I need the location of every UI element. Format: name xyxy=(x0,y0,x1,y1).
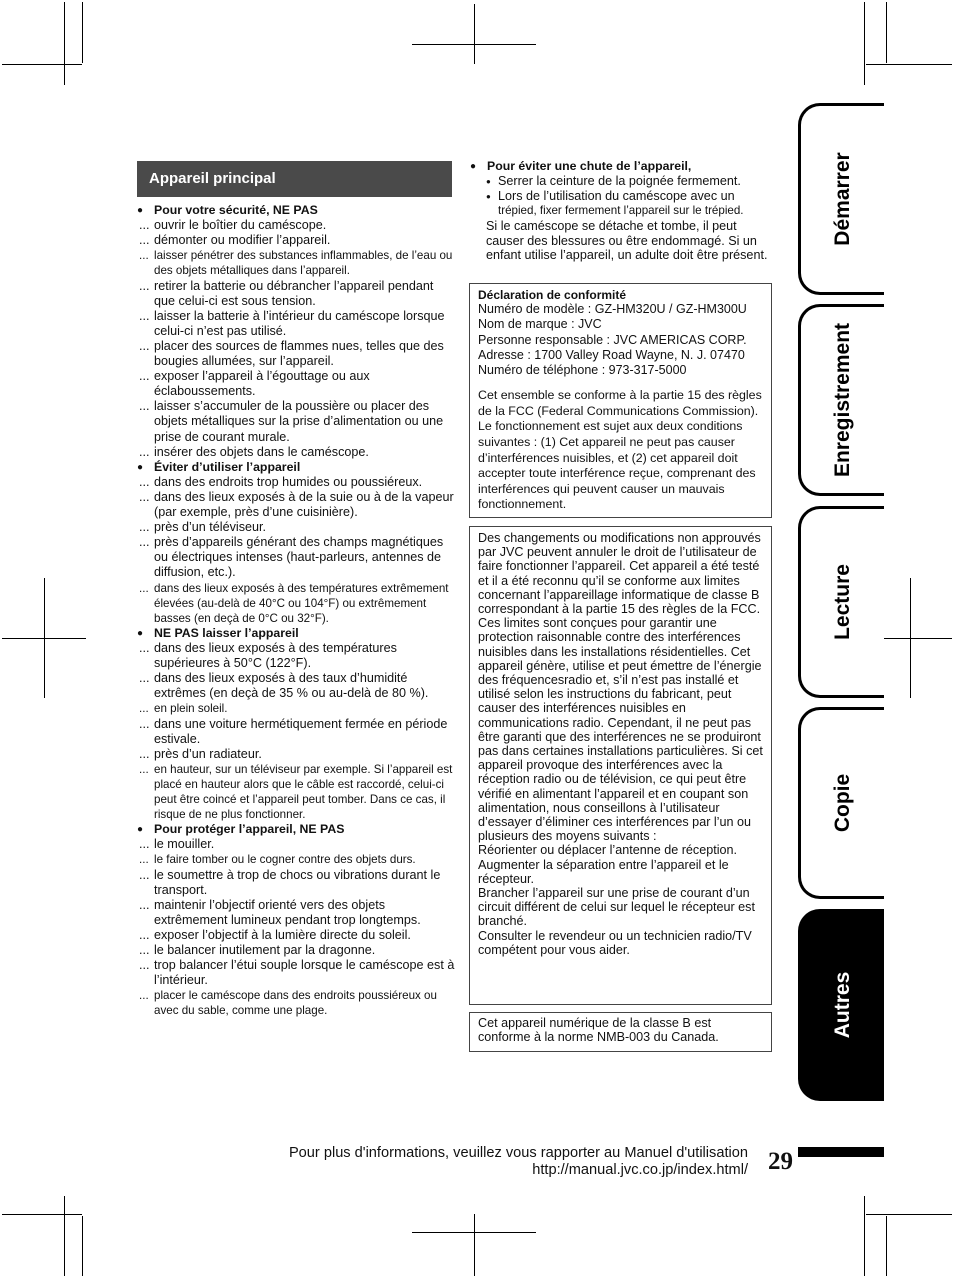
chapter-tab[interactable] xyxy=(798,103,884,295)
precaution-item: ... en hauteur, sur un téléviseur par exemple. Si l’appareil est placé en hauteur alors que le câble est raccordé, celui-ci peut être coincé et l’appareil peut tomber. Dans ce cas, il risque de ne plus fonctionner. xyxy=(137,762,455,822)
precaution-group xyxy=(137,203,455,460)
fcc-paragraph: Des changements ou modifications non approuvés par JVC peuvent annuler le droit de l’utilisateur de faire fonctionner l’appareil. Cet appareil a été testé et il a été reconnu qu’il se conforme aux limites concernant l’appareillage informatique de classe B correspondant à la partie 15 des règles de la FCC. Ces limites sont conçues pour garantir une protection raisonnable contre des interférences nuisibles dans les installations résidentielles. Cet appareil génère, utilise et peut émettre de l’énergie des fréquencesradio et, s’il n’est pas installé et utilisé selon les instructions du fabricant, peut causer des interférences nuisibles en communications radio. Cependant, il ne peut pas être garanti que des interférences ne se produiront pas dans certaines installations particulières. Si cet appareil provoque des interférences avec la réception radio ou de télévision, ce qui peut être vérifié en alimentant l’appareil et en coupant son alimentation, nous conseillons à l’utilisateur d’essayer d’éliminer ces interférences par l’un ou plusieurs des moyens suivants : xyxy=(478,531,763,844)
precaution-item: ... le soumettre à trop de chocs ou vibrations durant le transport. xyxy=(137,868,455,898)
chapter-tab[interactable] xyxy=(798,506,884,698)
precaution-item: ... placer des sources de flammes nues, telles que des bougies allumées, sur l’appareil. xyxy=(137,339,455,369)
precaution-group-title: ● Pour votre sécurité, NE PAS xyxy=(137,203,455,218)
precaution-item: ... dans des lieux exposés à des taux d’humidité extrêmes (en deçà de 35 % ou au-delà de 80 %). xyxy=(137,671,455,701)
fall-item: ● Lors de l’utilisation du caméscope avec un xyxy=(470,189,774,204)
canada-notice-box xyxy=(469,1012,772,1052)
fall-text: Si le caméscope se détache et tombe, il peut causer des blessures ou être endommagé. Si un enfant utilise l’appareil, un adulte doit être présent. xyxy=(486,218,768,263)
chapter-tab-label: Démarrer xyxy=(830,152,854,246)
precaution-item: ... en plein soleil. xyxy=(137,701,455,716)
precaution-item: ... laisser s’accumuler de la poussière ou placer des objets métalliques sur la prise d’alimentation ou une prise de courant murale. xyxy=(137,399,455,444)
precaution-group-title: ● NE PAS laisser l’appareil xyxy=(137,626,455,641)
precaution-item: ... démonter ou modifier l’appareil. xyxy=(137,233,455,248)
fcc-paragraph: Brancher l’appareil sur une prise de courant d’un circuit différent de celui sur lequel le récepteur est branché. xyxy=(478,886,755,929)
precaution-item: ... le balancer inutilement par la dragonne. xyxy=(137,943,455,958)
right-column xyxy=(470,159,774,263)
precaution-item: ... retirer la batterie ou débrancher l’appareil pendant que celui-ci est sous tension. xyxy=(137,279,455,309)
precaution-item: ... dans des lieux exposés à de la suie ou à de la vapeur (par exemple, près d’une cuisinière). xyxy=(137,490,455,520)
precaution-item: ... laisser pénétrer des substances inflammables, de l’eau ou des objets métalliques dans l’appareil. xyxy=(137,248,455,278)
precaution-group xyxy=(137,626,455,822)
fcc-paragraph: Consulter le revendeur ou un technicien radio/TV compétent pour vous aider. xyxy=(478,928,752,957)
declaration-line: Personne responsable : JVC AMERICAS CORP. xyxy=(478,332,747,347)
left-column xyxy=(137,203,455,1019)
declaration-line: Numéro de modèle : GZ-HM320U / GZ-HM300U xyxy=(478,302,747,317)
precaution-item: ... trop balancer l’étui souple lorsque le caméscope est à l’intérieur. xyxy=(137,958,455,988)
precaution-item: ... exposer l’objectif à la lumière directe du soleil. xyxy=(137,928,455,943)
precaution-item: ... près d’un téléviseur. xyxy=(137,520,455,535)
precaution-item: ... le faire tomber ou le cogner contre des objets durs. xyxy=(137,852,455,867)
fall-title: ● Pour éviter une chute de l’appareil, xyxy=(470,159,774,174)
chapter-tab-label: Lecture xyxy=(830,564,854,640)
page-number: 29 xyxy=(768,1148,793,1175)
footer-url[interactable]: http://manual.jvc.co.jp/index.html/ xyxy=(532,1162,748,1178)
precaution-item: ... exposer l’appareil à l’égouttage ou aux éclaboussements. xyxy=(137,369,455,399)
declaration-line: Adresse : 1700 Valley Road Wayne, N. J. 07470 xyxy=(478,347,745,362)
chapter-tab-label: Autres xyxy=(830,971,854,1039)
chapter-tab[interactable] xyxy=(798,707,884,899)
precaution-item: ... dans des lieux exposés à des températures supérieures à 50°C (122°F). xyxy=(137,641,455,671)
declaration-line: Numéro de téléphone : 973-317-5000 xyxy=(478,363,687,378)
precaution-group xyxy=(137,822,455,1018)
chapter-tab-label: Copie xyxy=(830,773,854,833)
fall-items xyxy=(470,174,774,219)
page-bar xyxy=(798,1147,884,1157)
canada-text: Cet appareil numérique de la classe B est conforme à la norme NMB-003 du Canada. xyxy=(478,1016,719,1045)
precaution-item: ... ouvrir le boîtier du caméscope. xyxy=(137,218,455,233)
precaution-item: ... maintenir l’objectif orienté vers des objets extrêmement lumineux pendant trop longtemps. xyxy=(137,898,455,928)
precaution-item: ... placer le caméscope dans des endroits poussiéreux ou avec du sable, comme une plage. xyxy=(137,988,455,1018)
precaution-item: ... dans une voiture hermétiquement fermée en période estivale. xyxy=(137,717,455,747)
precaution-item: ... près d’appareils générant des champs magnétiques ou électriques intenses (haut-parleurs, antennes de diffusion, etc.). xyxy=(137,535,455,580)
declaration-text: Cet ensemble se conforme à la partie 15 des règles de la FCC (Federal Communications Commission). Le fonctionnement est sujet aux deux conditions suivantes : (1) Cet appareil ne peut pas causer d’interférences nuisibles, et (2) cet appareil doit accepter toute interférence reçue, comprenant des interférences qui peuvent causer un mauvais fonctionnement. xyxy=(478,388,762,512)
fcc-paragraph: Réorienter ou déplacer l’antenne de réception. xyxy=(478,843,738,858)
fall-item: trépied, fixer fermement l’appareil sur le trépied. xyxy=(498,204,744,218)
precaution-group xyxy=(137,460,455,626)
precaution-group-title: ● Pour protéger l’appareil, NE PAS xyxy=(137,822,455,837)
declaration-lines xyxy=(478,302,763,378)
precaution-item: ... dans des lieux exposés à des températures extrêmement élevées (au-delà de 40°C ou 104°F) ou extrêmement basses (en deçà de 0°C ou 32°F). xyxy=(137,581,455,626)
fcc-notice-box xyxy=(469,526,772,1005)
fall-item: ● Serrer la ceinture de la poignée fermement. xyxy=(470,174,774,189)
precaution-item: ... le mouiller. xyxy=(137,837,455,852)
chapter-tab-label: Enregistrement xyxy=(830,322,854,478)
precaution-item: ... insérer des objets dans le caméscope. xyxy=(137,445,455,460)
declaration-title: Déclaration de conformité xyxy=(478,288,627,302)
declaration-box xyxy=(469,283,772,518)
chapter-tab[interactable] xyxy=(798,909,884,1101)
footer-info: Pour plus d'informations, veuillez vous rapporter au Manuel d'utilisation xyxy=(288,1145,748,1161)
precaution-item: ... près d’un radiateur. xyxy=(137,747,455,762)
section-header: Appareil principal xyxy=(137,161,452,197)
chapter-tab[interactable] xyxy=(798,304,884,496)
precaution-item: ... dans des endroits trop humides ou poussiéreux. xyxy=(137,475,455,490)
declaration-line: Nom de marque : JVC xyxy=(478,317,602,332)
precaution-item: ... laisser la batterie à l’intérieur du caméscope lorsque celui-ci n’est pas utilisé. xyxy=(137,309,455,339)
fcc-paragraph: Augmenter la séparation entre l’appareil et le récepteur. xyxy=(478,857,729,886)
precaution-group-title: ● Éviter d’utiliser l’appareil xyxy=(137,460,455,475)
